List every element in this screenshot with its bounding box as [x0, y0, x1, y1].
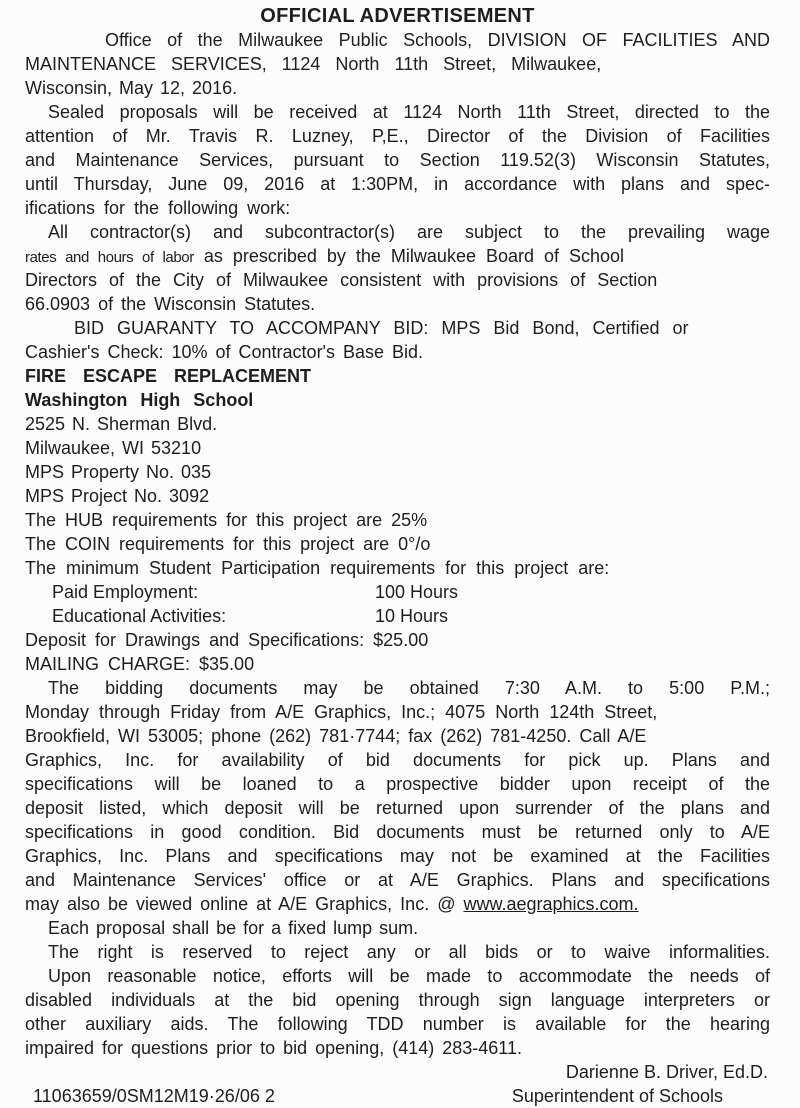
text-line: MPS Property No. 035	[25, 462, 212, 482]
text-line: 2525 N. Sherman Blvd.	[25, 414, 218, 434]
text-line: Wisconsin, May 12, 2016.	[25, 78, 238, 98]
text-line: The right is reserved to reject any or all bids or to waive informalities.	[48, 942, 770, 962]
text-line: Graphics, Inc. for availability of bid documents for pick up. Plans and	[25, 750, 770, 770]
signature-role: Superintendent of Schools	[511, 1086, 723, 1106]
text-line: specifications will be loaned to a prospective bidder upon receipt of the	[25, 774, 770, 794]
aegraphics-link[interactable]: www.aegraphics.com.	[463, 894, 639, 914]
text-line: Monday through Friday from A/E Graphics, Inc.; 4075 North 124th Street,	[25, 702, 658, 722]
text-line: MAILING CHARGE: $35.00	[25, 654, 255, 674]
text-line: Each proposal shall be for a fixed lump sum.	[48, 918, 419, 938]
text-line	[25, 604, 770, 628]
text-line: Graphics, Inc. Plans and specifications may not be examined at the Facilities	[25, 846, 770, 866]
text-line: Deposit for Drawings and Specifications: $25.00	[25, 630, 429, 650]
text-line: other auxiliary aids. The following TDD number is available for the hearing	[25, 1014, 770, 1034]
requirement-label: Educational Activities:	[52, 606, 227, 626]
text-line: Sealed proposals will be received at 1124 North 11th Street, directed to the	[48, 102, 770, 122]
text-line: The COIN requirements for this project are 0°/o	[25, 534, 431, 554]
text-line: ifications for the following work:	[25, 198, 291, 218]
text-line: until Thursday, June 09, 2016 at 1:30PM, in accordance with plans and spec-	[25, 174, 770, 194]
text-line: MPS Project No. 3092	[25, 486, 210, 506]
requirement-label: Paid Employment:	[52, 582, 199, 602]
text-line	[25, 580, 770, 604]
text-line: Brookfield, WI 53005; phone (262) 781·7744; fax (262) 781-4250. Call A/E	[25, 726, 647, 746]
text-line: Cashier's Check: 10% of Contractor's Base Bid.	[25, 342, 424, 362]
text-span: may also be viewed online at A/E Graphics, Inc. @	[25, 894, 464, 914]
text-line: The minimum Student Participation requirements for this project are:	[25, 558, 610, 578]
text-line: Washington High School	[25, 390, 254, 410]
text-line: Office of the Milwaukee Public Schools, DIVISION OF FACILITIES AND	[105, 30, 770, 50]
page-title: OFFICIAL ADVERTISEMENT	[260, 5, 535, 27]
text-line: attention of Mr. Travis R. Luzney, P,E., Director of the Division of Facilities	[25, 126, 770, 146]
text-span: as prescribed by the Milwaukee Board of School	[193, 246, 625, 266]
text-line: disabled individuals at the bid opening through sign language interpreters or	[25, 990, 770, 1010]
text-line: BID GUARANTY TO ACCOMPANY BID: MPS Bid Bond, Certified or	[74, 318, 689, 338]
text-line: and Maintenance Services, pursuant to Section 119.52(3) Wisconsin Statutes,	[25, 150, 770, 170]
text-line: Upon reasonable notice, efforts will be made to accommodate the needs of	[48, 966, 770, 986]
document-body	[25, 28, 770, 1060]
advertisement-code: 11063659/0SM12M19·26/06 2	[33, 1086, 275, 1106]
text-line: Directors of the City of Milwaukee consistent with provisions of Section	[25, 270, 658, 290]
text-span: rates and hours of labor	[25, 249, 194, 266]
text-line: impaired for questions prior to bid opening, (414) 283-4611.	[25, 1038, 522, 1058]
text-line: FIRE ESCAPE REPLACEMENT	[25, 366, 312, 386]
text-line	[25, 244, 770, 268]
text-line: specifications in good condition. Bid documents must be returned only to A/E	[25, 822, 770, 842]
requirement-value: 100 Hours	[375, 582, 459, 602]
text-line: and Maintenance Services' office or at A/E Graphics. Plans and specifications	[25, 870, 770, 890]
text-line: Milwaukee, WI 53210	[25, 438, 202, 458]
text-line	[25, 892, 770, 916]
footer-row	[25, 1084, 770, 1108]
text-line: All contractor(s) and subcontractor(s) are subject to the prevailing wage	[48, 222, 770, 242]
text-line: deposit listed, which deposit will be returned upon surrender of the plans and	[25, 798, 770, 818]
text-line: MAINTENANCE SERVICES, 1124 North 11th Street, Milwaukee,	[25, 54, 602, 74]
requirement-value: 10 Hours	[375, 606, 449, 626]
text-line: The bidding documents may be obtained 7:30 A.M. to 5:00 P.M.;	[48, 678, 770, 698]
text-line: 66.0903 of the Wisconsin Statutes.	[25, 294, 316, 314]
signature-name: Darienne B. Driver, Ed.D.	[565, 1062, 768, 1082]
text-line: The HUB requirements for this project are 25%	[25, 510, 428, 530]
